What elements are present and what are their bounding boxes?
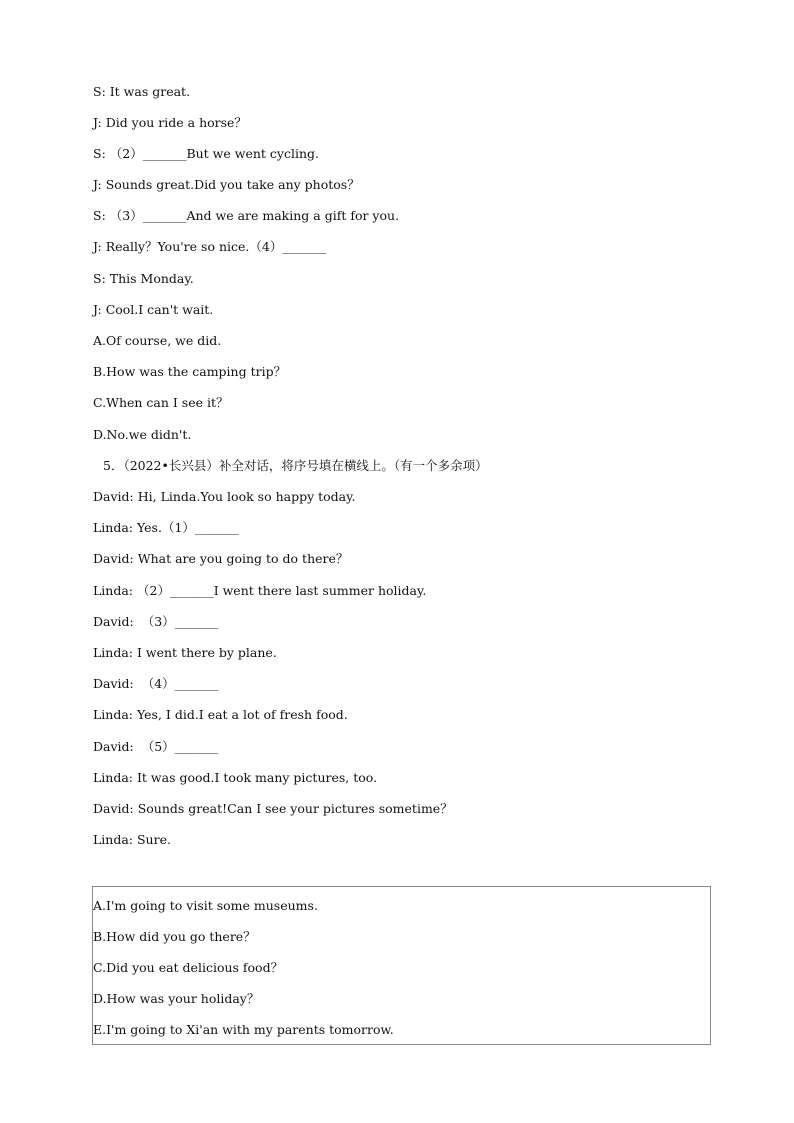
option-d: D.No.we didn't.	[93, 427, 192, 442]
dialogue-line: J: Cool.I can't wait.	[93, 302, 214, 317]
dialogue-line: Linda: Yes, I did.I eat a lot of fresh food.	[93, 707, 348, 722]
dialogue-line: Linda: I went there by plane.	[93, 645, 277, 660]
dialogue-line: David: What are you going to do there？	[93, 551, 349, 566]
option-c: C.Did you eat delicious food？	[93, 960, 284, 975]
dialogue-line: David: （3）_______	[93, 614, 219, 629]
option-a: A.Of course, we did.	[93, 333, 222, 348]
dialogue-line: J: Sounds great.Did you take any photos？	[93, 177, 360, 192]
dialogue-line: David: （4）_______	[93, 676, 219, 691]
dialogue-line: David: Sounds great!Can I see your pictures sometime？	[93, 801, 453, 816]
option-b: B.How was the camping trip？	[93, 364, 287, 379]
option-a: A.I'm going to visit some museums.	[93, 898, 318, 913]
dialogue-line: S: （3）_______And we are making a gift for you.	[93, 208, 400, 223]
dialogue-line: Linda: Yes.（1）_______	[93, 520, 239, 535]
dialogue-line: David: Hi, Linda.You look so happy today.	[93, 489, 356, 504]
options-box	[92, 886, 711, 1045]
option-d: D.How was your holiday？	[93, 991, 260, 1006]
dialogue-line: Linda: It was good.I took many pictures, too.	[93, 770, 378, 785]
dialogue-line: S: It was great.	[93, 84, 191, 99]
option-c: C.When can I see it？	[93, 395, 229, 410]
dialogue-line: Linda: Sure.	[93, 832, 171, 847]
dialogue-line: S: This Monday.	[93, 271, 194, 286]
dialogue-line: S: （2）_______But we went cycling.	[93, 146, 319, 161]
question-heading: 5．（2022•长兴县）补全对话，将序号填在横线上。（有一个多余项）	[103, 458, 488, 473]
option-b: B.How did you go there？	[93, 929, 256, 944]
dialogue-line: J: Really？You're so nice.（4）_______	[93, 239, 327, 254]
dialogue-line: David: （5）_______	[93, 739, 219, 754]
dialogue-line: Linda: （2）_______I went there last summer holiday.	[93, 583, 427, 598]
dialogue-line: J: Did you ride a horse？	[93, 115, 247, 130]
option-e: E.I'm going to Xi'an with my parents tomorrow.	[93, 1022, 394, 1037]
